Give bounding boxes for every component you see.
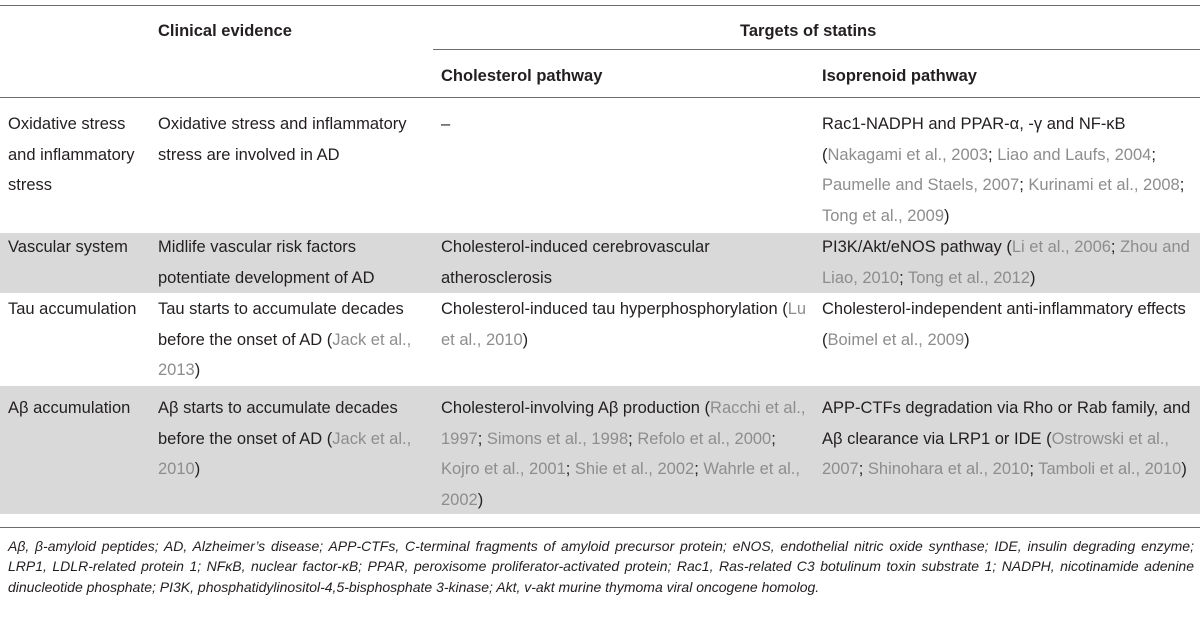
citation-link[interactable]: Boimel et al., 2009 bbox=[827, 330, 965, 349]
cell-text: ; bbox=[1179, 176, 1185, 195]
cell-text: Rac1-NADPH and PPAR-α, -γ and NF-κB ( bbox=[822, 115, 1126, 164]
cell-text: ) bbox=[964, 330, 970, 349]
cell-text: ; bbox=[1029, 460, 1039, 479]
cell-text: ; bbox=[899, 268, 908, 287]
table-row bbox=[0, 233, 1200, 293]
header-cholesterol-pathway: Cholesterol pathway bbox=[441, 67, 603, 85]
citation-link[interactable]: Tong et al., 2009 bbox=[822, 206, 945, 225]
citation-link[interactable]: Liao and Laufs, 2004 bbox=[997, 145, 1152, 164]
cell-text: Cholesterol-involving Aβ production ( bbox=[441, 399, 711, 417]
clinical-evidence-cell bbox=[158, 294, 430, 386]
citation-link[interactable]: Wahrle et al., 2002 bbox=[441, 460, 800, 509]
table-row bbox=[0, 109, 1200, 233]
cell-text: ) bbox=[194, 460, 201, 479]
targets-subrule bbox=[433, 49, 1200, 50]
cell-text: Cholesterol-induced tau hyperphosphorylation ( bbox=[441, 300, 788, 318]
cell-text: PI3K/Akt/eNOS pathway ( bbox=[822, 238, 1012, 256]
citation-link[interactable]: Jack et al., 2013 bbox=[158, 330, 412, 380]
citation-link[interactable]: Racchi et al., 1997 bbox=[441, 399, 806, 448]
isoprenoid-pathway-cell bbox=[822, 393, 1194, 485]
cell-text: ; bbox=[858, 460, 868, 479]
cholesterol-pathway-cell bbox=[441, 294, 809, 355]
cell-text: ) bbox=[944, 206, 950, 225]
cell-text: ; bbox=[988, 145, 998, 164]
citation-link[interactable]: Shinohara et al., 2010 bbox=[867, 460, 1030, 479]
table-footnote: Aβ, β-amyloid peptides; AD, Alzheimer’s disease; APP-CTFs, C-terminal fragments of amyloid precursor protein; eNOS, endothelial nitric oxide synthase; IDE, insulin degrading enzyme; LRP1, LDLR-related protein 1; NFκB, nuclear factor-κB; PPAR, peroxisome proliferator-activated protein; Rac1, Ras-related C3 botulinum toxin substrate 1; NADPH, nicotinamide adenine dinucleotide phosphate; PI3K, phosphatidylinositol-4,5-bisphosphate 3-kinase; Akt, v-akt murine thymoma viral oncogene homolog. bbox=[8, 538, 1194, 595]
cholesterol-pathway-cell bbox=[441, 393, 809, 515]
citation-link[interactable]: Kojro et al., 2001 bbox=[441, 460, 566, 479]
top-rule bbox=[0, 5, 1200, 6]
citation-link[interactable]: Ostrowski et al., 2007 bbox=[822, 429, 1169, 479]
citation-link[interactable]: Shie et al., 2002 bbox=[574, 460, 695, 479]
cholesterol-pathway-cell bbox=[441, 109, 809, 140]
citation-link[interactable]: Nakagami et al., 2003 bbox=[827, 145, 989, 164]
clinical-evidence-cell bbox=[158, 393, 430, 485]
header-bottom-rule bbox=[0, 97, 1200, 98]
citation-link[interactable]: Simons et al., 1998 bbox=[486, 429, 629, 448]
isoprenoid-pathway-cell bbox=[822, 232, 1194, 293]
citation-link[interactable]: Paumelle and Staels, 2007 bbox=[822, 176, 1020, 195]
clinical-evidence-cell bbox=[158, 109, 430, 170]
table-bottom-rule bbox=[0, 527, 1200, 528]
citation-link[interactable]: Tamboli et al., 2010 bbox=[1038, 460, 1182, 479]
cell-text: ; bbox=[694, 460, 704, 479]
cell-text: ; bbox=[628, 429, 638, 448]
isoprenoid-pathway-cell bbox=[822, 294, 1194, 355]
table-row bbox=[0, 293, 1200, 386]
row-category: Oxidative stress and inflammatory stress bbox=[8, 115, 135, 195]
cell-text: ; bbox=[565, 460, 575, 479]
isoprenoid-pathway-cell bbox=[822, 109, 1194, 231]
header-targets-of-statins: Targets of statins bbox=[740, 22, 877, 40]
cell-text: ; bbox=[1151, 145, 1156, 164]
table-row bbox=[0, 386, 1200, 514]
cell-text: – bbox=[441, 115, 451, 133]
cell-text: Aβ starts to accumulate decades before the onset of AD ( bbox=[158, 399, 398, 448]
row-category: Aβ accumulation bbox=[8, 399, 131, 417]
cell-text: Oxidative stress and inflammatory stress are involved in AD bbox=[158, 115, 407, 164]
citation-link[interactable]: Lu et al., 2010 bbox=[441, 300, 807, 349]
cell-text: ; bbox=[771, 429, 776, 448]
citation-link[interactable]: Zhou and Liao, 2010 bbox=[822, 238, 1190, 287]
cell-text: Cholesterol-independent anti-inflammatory effects ( bbox=[822, 300, 1186, 349]
cell-text: ; bbox=[1019, 176, 1029, 195]
cell-text: ) bbox=[477, 490, 484, 509]
cell-text: APP-CTFs degradation via Rho or Rab family, and Aβ clearance via LRP1 or IDE ( bbox=[822, 399, 1191, 448]
cell-text: ) bbox=[522, 330, 529, 349]
citation-link[interactable]: Tong et al., 2012 bbox=[907, 268, 1030, 287]
cell-text: ) bbox=[1181, 460, 1187, 479]
clinical-evidence-cell bbox=[158, 232, 430, 293]
cell-text: ) bbox=[194, 361, 201, 380]
citation-link[interactable]: Jack et al., 2010 bbox=[158, 429, 412, 479]
cell-text: ; bbox=[1110, 238, 1121, 256]
cell-text: ; bbox=[477, 429, 487, 448]
row-category: Vascular system bbox=[8, 238, 128, 256]
header-clinical-evidence: Clinical evidence bbox=[158, 22, 292, 40]
cholesterol-pathway-cell bbox=[441, 232, 809, 293]
citation-link[interactable]: Kurinami et al., 2008 bbox=[1028, 176, 1180, 195]
cell-text: ) bbox=[1029, 268, 1036, 287]
header-isoprenoid-pathway: Isoprenoid pathway bbox=[822, 67, 977, 85]
citation-link[interactable]: Refolo et al., 2000 bbox=[637, 429, 772, 448]
row-category: Tau accumulation bbox=[8, 300, 137, 318]
cell-text: Tau starts to accumulate decades before the onset of AD ( bbox=[158, 300, 404, 349]
citation-link[interactable]: Li et al., 2006 bbox=[1011, 238, 1111, 256]
cell-text: Midlife vascular risk factors potentiate development of AD bbox=[158, 238, 375, 287]
cell-text: Cholesterol-induced cerebrovascular atherosclerosis bbox=[441, 238, 710, 287]
